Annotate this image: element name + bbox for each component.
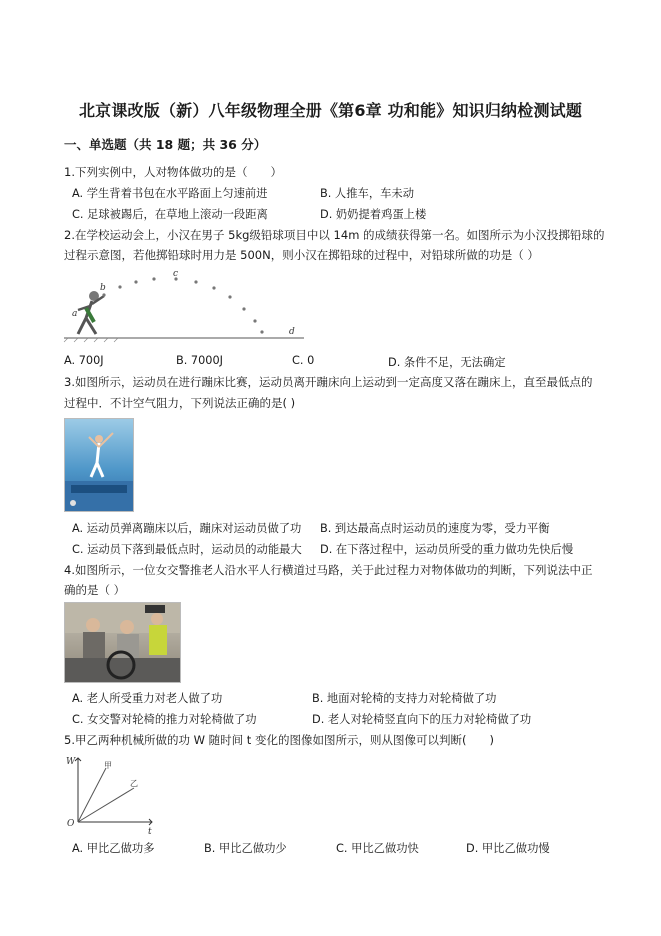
- q2-option-a[interactable]: A. 700J: [64, 354, 104, 367]
- q3-option-a[interactable]: A. 运动员弹离蹦床以后，蹦床对运动员做了功: [72, 522, 302, 535]
- section-heading: 一、单选题（共 18 题；共 36 分）: [64, 137, 267, 152]
- label-b: b: [100, 283, 106, 293]
- q1-option-d[interactable]: D. 奶奶提着鸡蛋上楼: [320, 208, 427, 221]
- y-axis-label: W: [66, 757, 76, 767]
- ground-hatch: [64, 338, 118, 342]
- question-4-stem-line1: 4.如图所示，一位女交警推老人沿水平人行横道过马路，关于此过程力对物体做功的判断，下列说法中正: [64, 563, 593, 577]
- line-yi-label: 乙: [130, 779, 138, 788]
- ball-trajectory: [102, 277, 263, 333]
- label-d: d: [289, 327, 295, 337]
- q4-option-b[interactable]: B. 地面对轮椅的支持力对轮椅做了功: [312, 692, 497, 705]
- question-2-stem-line2: 过程示意图，若他掷铅球时用力是 500N，则小汉在掷铅球的过程中，对铅球所做的功是（ ）: [64, 248, 539, 262]
- q5-option-c[interactable]: C. 甲比乙做功快: [336, 842, 419, 855]
- q3-option-d[interactable]: D. 在下落过程中，运动员所受的重力做功先快后慢: [320, 543, 574, 556]
- question-5-stem: 5.甲乙两种机械所做的功 W 随时间 t 变化的图像如图所示，则从图像可以判断( ): [64, 733, 494, 747]
- question-1-stem: 1.下列实例中，人对物体做功的是（ ）: [64, 165, 282, 179]
- line-jia-label: 甲: [104, 761, 112, 770]
- q2-option-c[interactable]: C. 0: [292, 354, 315, 367]
- question-3-stem-line2: 过程中．不计空气阻力，下列说法正确的是( ): [64, 396, 296, 410]
- q3-option-c[interactable]: C. 运动员下落到最低点时，运动员的动能最大: [72, 543, 302, 556]
- question-3-stem-line1: 3.如图所示，运动员在进行蹦床比赛，运动员离开蹦床向上运动到一定高度又落在蹦床上，直至最低点的: [64, 375, 593, 389]
- q5-option-a[interactable]: A. 甲比乙做功多: [72, 842, 155, 855]
- label-a: a: [72, 309, 78, 319]
- trampoline-photo: [64, 418, 134, 512]
- q2-option-d[interactable]: D. 条件不足，无法确定: [388, 356, 506, 369]
- q1-option-a[interactable]: A. 学生背着书包在水平路面上匀速前进: [72, 187, 268, 200]
- wheelchair-photo: [64, 602, 181, 683]
- athlete-icon: [78, 291, 104, 334]
- q4-option-d[interactable]: D. 老人对轮椅竖直向下的压力对轮椅做了功: [312, 713, 532, 726]
- q4-option-c[interactable]: C. 女交警对轮椅的推力对轮椅做了功: [72, 713, 257, 726]
- shot-put-trajectory-figure: [64, 266, 314, 342]
- q2-option-b[interactable]: B. 7000J: [176, 354, 224, 367]
- origin-label: O: [67, 819, 75, 829]
- q1-option-b[interactable]: B. 人推车，车未动: [320, 187, 415, 200]
- label-c: c: [173, 269, 179, 279]
- question-4-stem-line2: 确的是（ ）: [64, 583, 126, 597]
- q5-option-b[interactable]: B. 甲比乙做功少: [204, 842, 287, 855]
- question-2-stem-line1: 2.在学校运动会上，小汉在男子 5kg级铅球项目中以 14m 的成绩获得第一名。如图所示为小汉投掷铅球的: [64, 228, 605, 242]
- work-time-graph: [64, 754, 156, 837]
- x-axis-label: t: [148, 827, 152, 837]
- q3-option-b[interactable]: B. 到达最高点时运动员的速度为零，受力平衡: [320, 522, 550, 535]
- page-title: 北京课改版（新）八年级物理全册《第6章 功和能》知识归纳检测试题: [78, 101, 583, 120]
- q5-option-d[interactable]: D. 甲比乙做功慢: [466, 842, 550, 855]
- q1-option-c[interactable]: C. 足球被踢后，在草地上滚动一段距离: [72, 208, 268, 221]
- q4-option-a[interactable]: A. 老人所受重力对老人做了功: [72, 692, 223, 705]
